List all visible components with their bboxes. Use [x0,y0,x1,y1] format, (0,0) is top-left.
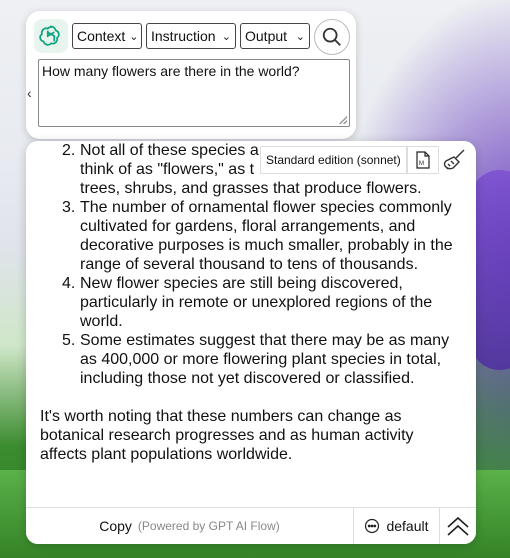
wallpaper-purple-shape [470,170,510,370]
answer-note: It's worth noting that these numbers can change as botanical research progresses and as human activity affects plant populations worldwide. [40,408,414,463]
search-icon [321,26,343,48]
list-item-text: Some estimates suggest that there may be as many as 400,000 or more flowering plant species in total, including those not yet discovered or classified. [80,332,450,387]
output-select[interactable] [240,23,310,49]
chat-bubble-icon [364,518,380,534]
answer-list [40,141,462,388]
context-select[interactable] [72,23,142,49]
list-item [40,331,462,388]
powered-by-label: (Powered by GPT AI Flow) [137,519,280,533]
output-select-label: Output [245,28,288,44]
list-item [40,274,462,331]
svg-text:M: M [418,161,424,167]
markdown-file-icon[interactable] [407,146,439,174]
answer-footer [26,507,476,544]
chevron-left-icon[interactable]: ‹ [27,85,32,101]
double-chevron-up-icon [446,515,470,537]
list-item-text: New flower species are still being discovered, particularly in remote or unexplored regions of the world. [80,275,433,330]
edition-label: Standard edition (sonnet) [260,146,407,174]
openai-logo-icon[interactable] [34,19,68,53]
chevron-down-icon: ⌄ [221,30,231,43]
edition-toolbar [260,146,471,174]
answer-panel [26,141,476,544]
copy-label: Copy [99,518,132,534]
scroll-top-button[interactable] [440,508,476,545]
list-item-number: 3. [62,199,76,216]
chevron-down-icon: ⌄ [129,30,139,43]
list-item-number: 5. [62,332,76,349]
instruction-select-label: Instruction [151,28,216,44]
context-select-label: Context [77,28,126,44]
model-selector[interactable] [353,508,440,545]
question-text: How many flowers are there in the world? [42,63,300,79]
list-item-number: 2. [62,142,76,159]
list-item-number: 4. [62,275,76,292]
prompt-panel [26,11,356,139]
search-button[interactable] [314,19,350,55]
question-input[interactable] [38,59,350,127]
copy-button[interactable] [26,508,353,545]
model-label: default [386,518,429,534]
list-item [40,198,462,274]
answer-content[interactable] [26,141,476,507]
broom-icon[interactable] [439,144,471,176]
resize-handle[interactable] [339,116,347,124]
instruction-select[interactable] [146,23,236,49]
list-item-text: The number of ornamental flower species commonly cultivated for gardens, floral arrangements, and decorative purposes is much smaller, probably in the range of several thousand to tens of thousands. [80,199,453,273]
chevron-down-icon: ⌄ [295,30,305,43]
list-item-text: Not all of these species a think of as "flowers," as t trees, shrubs, and grasses that produce flowers. [80,142,422,197]
